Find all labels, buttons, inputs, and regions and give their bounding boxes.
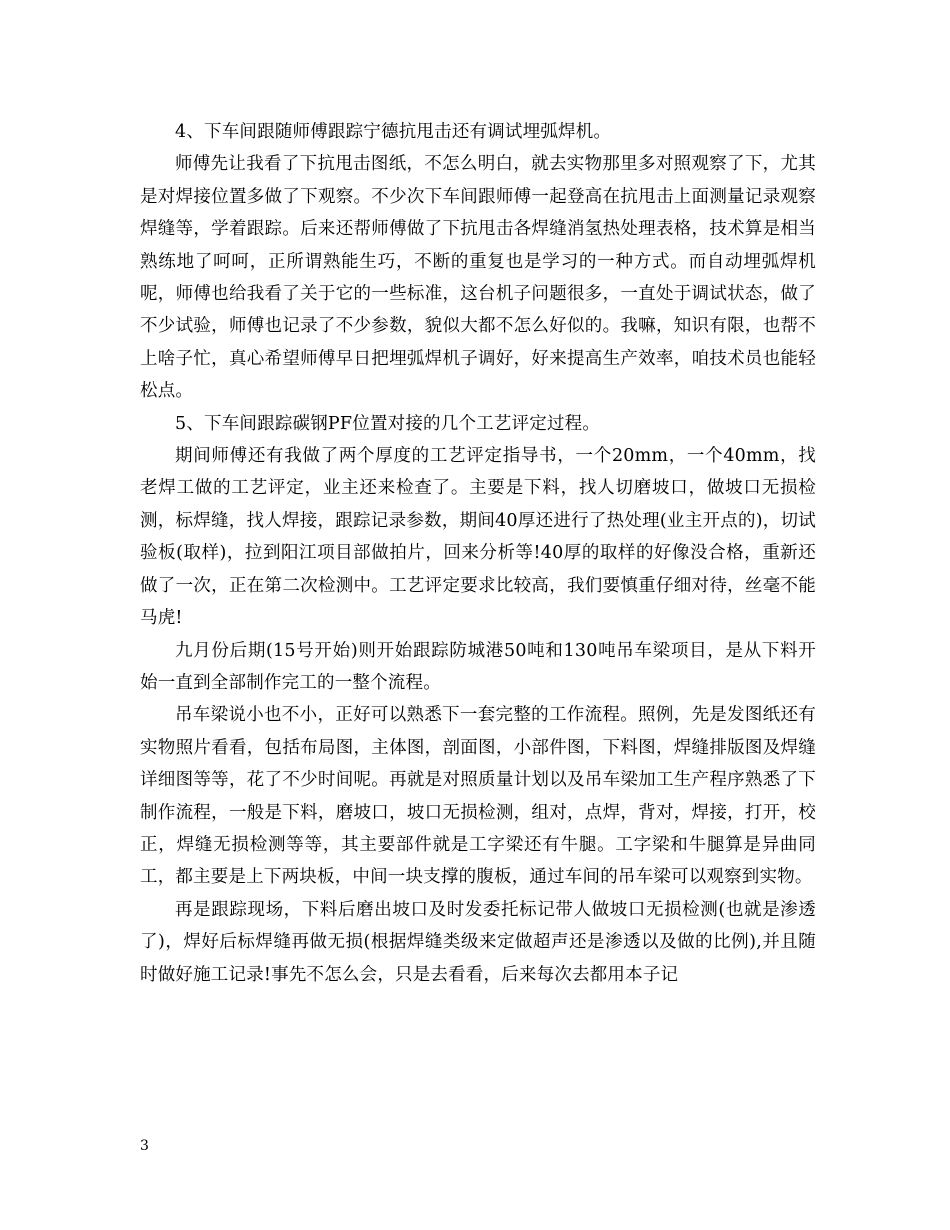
paragraph-site-tracking: 再是跟踪现场，下料后磨出坡口及时发委托标记带人做坡口无损检测(也就是渗透了)，焊好后标焊缝再做无损(根据焊缝类级来定做超声还是渗透以及做的比例),并且随时做好施工记录!事先不怎么会，只是去看看，后来每次去都用本子记 bbox=[140, 899, 816, 985]
paragraph-section-5-body: 期间师傅还有我做了两个厚度的工艺评定指导书，一个20mm，一个40mm，找老焊工做的工艺评定，业主还来检查了。主要是下料，找人切磨坡口，做坡口无损检测，标焊缝，找人焊接，跟踪记录参数，期间40厚还进行了热处理(业主开点的)，切试验板(取样)，拉到阳江项目部做拍片，回来分析等!40厚的取样的好像没合格，重新还做了一次，正在第二次检测中。工艺评定要求比较高，我们要慎重仔细对待，丝毫不能马虎! bbox=[140, 446, 816, 629]
paragraph-section-4-body: 师傅先让我看了下抗甩击图纸，不怎么明白，就去实物那里多对照观察了下，尤其是对焊接位置多做了下观察。不少次下车间跟师傅一起登高在抗甩击上面测量记录观察焊缝等，学着跟踪。后来还帮师傅做了下抗甩击各焊缝消氢热处理表格，技术算是相当熟练地了呵呵，正所谓熟能生巧，不断的重复也是学习的一种方式。而自动埋弧焊机呢，师傅也给我看了关于它的一些标准，这台机子问题很多，一直处于调试状态，做了不少试验，师傅也记录了不少参数，貌似大都不怎么好似的。我嘛，知识有限，也帮不上啥子忙，真心希望师傅早日把埋弧焊机子调好，好来提高生产效率，咱技术员也能轻松点。 bbox=[140, 154, 816, 402]
paragraph-section-4-heading: 4、下车间跟随师傅跟踪宁德抗甩击还有调试埋弧焊机。 bbox=[175, 122, 612, 142]
paragraph-section-5-heading: 5、下车间跟踪碳钢PF位置对接的几个工艺评定过程。 bbox=[175, 413, 601, 434]
paragraph-crane-beam-process: 吊车梁说小也不小，正好可以熟悉下一套完整的工作流程。照例，先是发图纸还有实物照片看看，包括布局图，主体图，剖面图，小部件图，下料图，焊缝排版图及焊缝详细图等等，花了不少时间呢。再就是对照质量计划以及吊车梁加工生产程序熟悉了下制作流程，一般是下料，磨坡口，坡口无损检测，组对，点焊，背对，焊接，打开，校正，焊缝无损检测等等，其主要部件就是工字梁还有牛腿。工字梁和牛腿算是异曲同工，都主要是上下两块板，中间一块支撑的腹板，通过车间的吊车梁可以观察到实物。 bbox=[140, 705, 816, 888]
document-body bbox=[140, 116, 816, 991]
paragraph-september-project: 九月份后期(15号开始)则开始跟踪防城港50吨和130吨吊车梁项目，是从下料开始一直到全部制作完工的一整个流程。 bbox=[140, 640, 816, 693]
page-number: 3 bbox=[140, 1138, 149, 1154]
